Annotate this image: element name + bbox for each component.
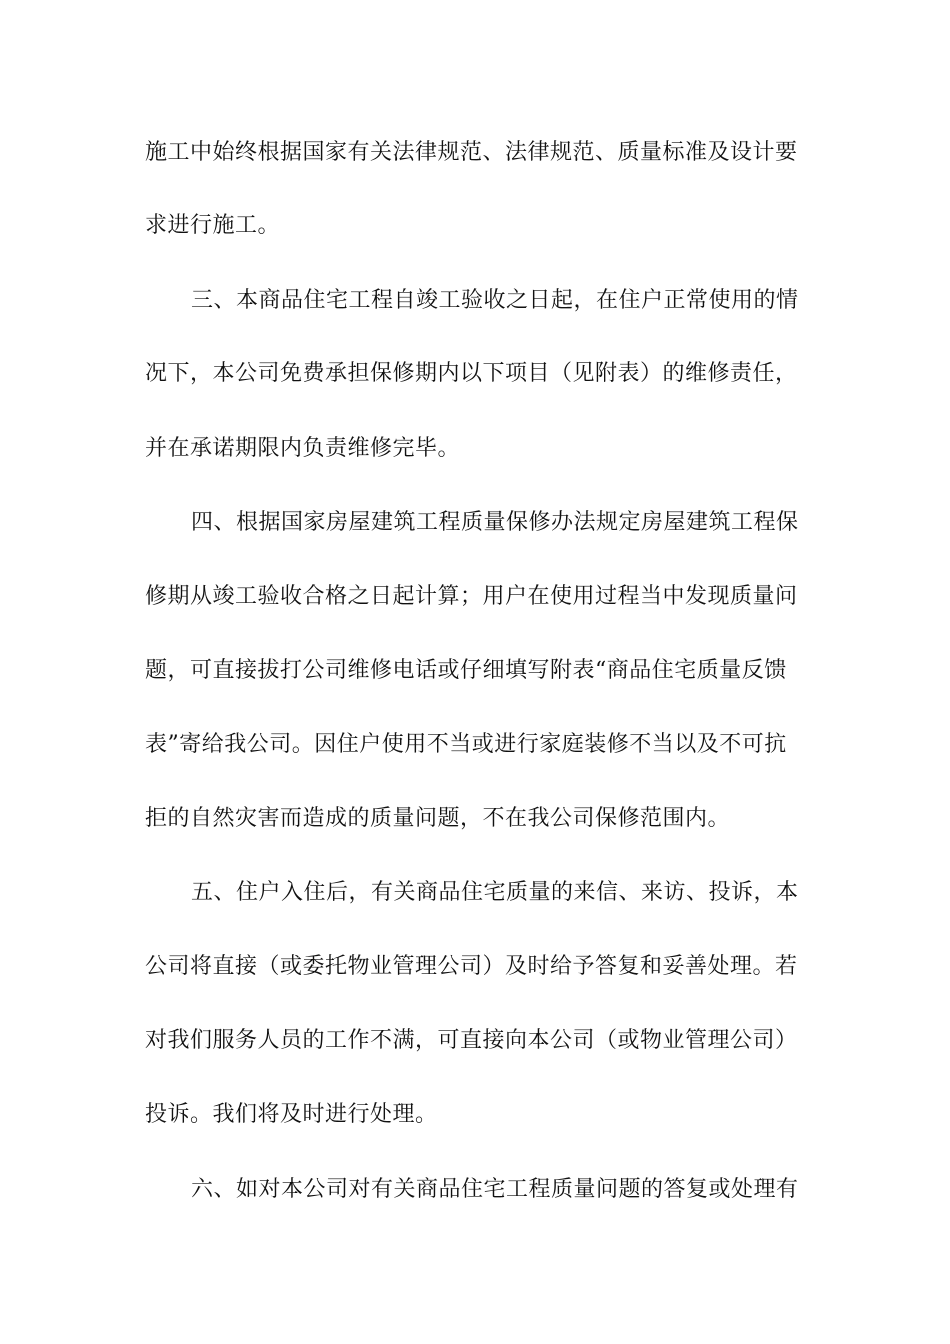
paragraph-start-line: 六、如对本公司对有关商品住宅工程质量问题的答复或处理有	[191, 1177, 799, 1202]
text-line: 表”寄给我公司。因住户使用不当或进行家庭装修不当以及不可抗	[145, 732, 787, 757]
text-line: 题，可直接拔打公司维修电话或仔细填写附表“商品住宅质量反馈	[145, 658, 787, 683]
text-line: 投诉。我们将及时进行处理。	[145, 1102, 438, 1127]
text-line: 对我们服务人员的工作不满，可直接向本公司（或物业管理公司）	[145, 1028, 798, 1053]
paragraph-start-line: 四、根据国家房屋建筑工程质量保修办法规定房屋建筑工程保	[191, 510, 799, 535]
text-line: 况下，本公司免费承担保修期内以下项目（见附表）的维修责任，	[145, 361, 798, 386]
text-line: 公司将直接（或委托物业管理公司）及时给予答复和妥善处理。若	[145, 954, 798, 979]
text-line: 修期从竣工验收合格之日起计算；用户在使用过程当中发现质量问	[145, 584, 798, 609]
paragraph-start-line: 三、本商品住宅工程自竣工验收之日起，在住户正常使用的情	[191, 288, 799, 313]
text-line: 并在承诺期限内负责维修完毕。	[145, 436, 461, 461]
text-line: 施工中始终根据国家有关法律规范、法律规范、质量标准及设计要	[145, 140, 798, 165]
text-line: 求进行施工。	[145, 213, 281, 238]
text-line: 拒的自然灾害而造成的质量问题，不在我公司保修范围内。	[145, 806, 731, 831]
paragraph-start-line: 五、住户入住后，有关商品住宅质量的来信、来访、投诉，本	[191, 880, 799, 905]
